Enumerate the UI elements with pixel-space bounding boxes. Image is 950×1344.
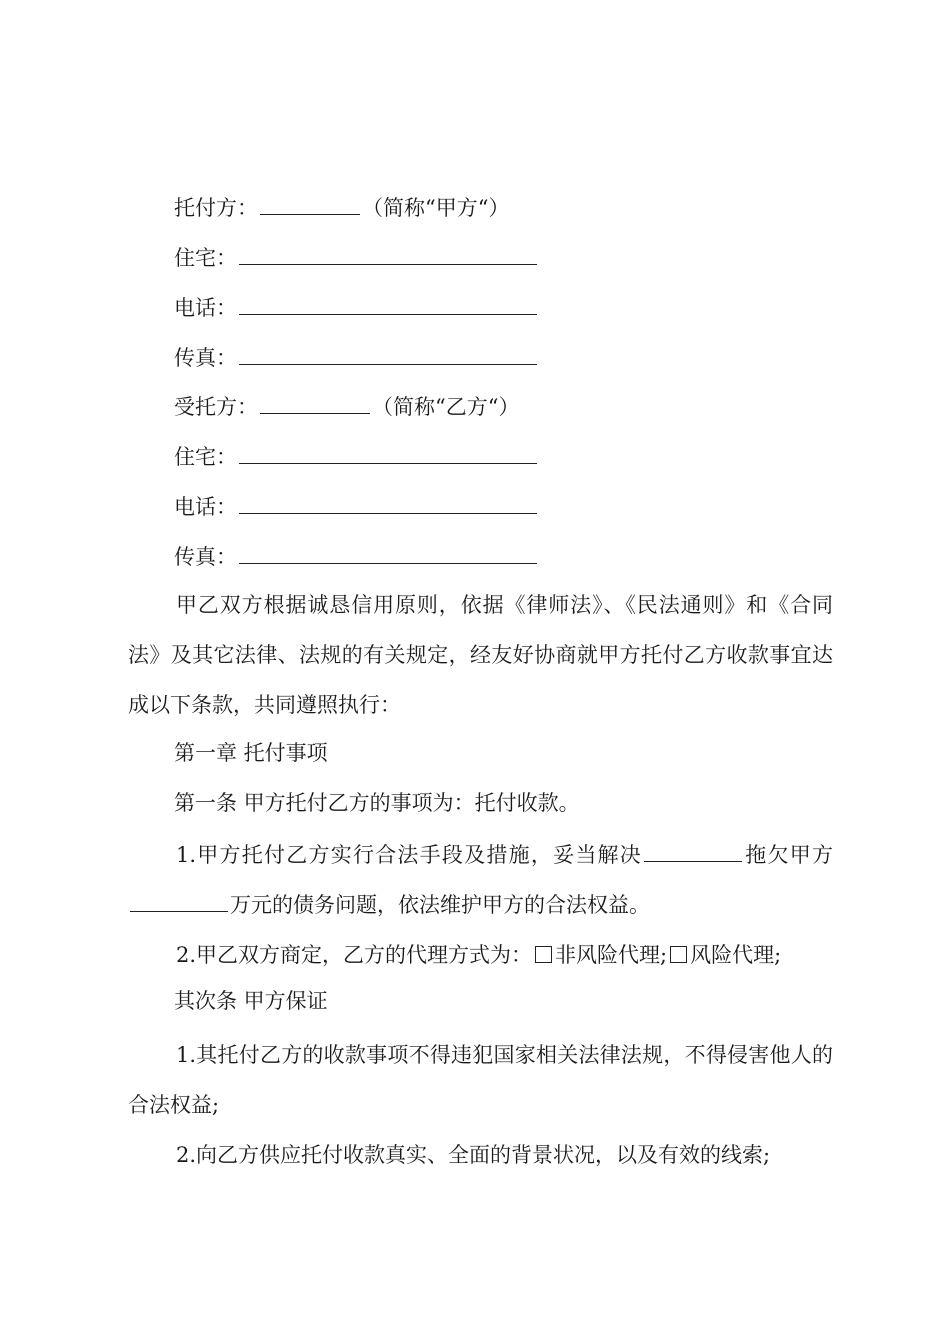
risk-agency-label: 风险代理;	[690, 943, 782, 967]
party-a-name-blank[interactable]	[260, 194, 360, 215]
party-b-name-blank[interactable]	[260, 393, 370, 414]
party-b-fax-line	[174, 542, 539, 572]
party-a-phone-label: 电话：	[174, 296, 237, 320]
item-1-1-paragraph	[128, 830, 833, 930]
item-2-1-paragraph: 1.其托付乙方的收款事项不得违犯国家相关法律法规，不得侵害他人的合法权益;	[128, 1043, 833, 1117]
item-1-1-text-b: 拖欠甲方	[744, 843, 833, 867]
item-1-2-paragraph	[128, 930, 833, 980]
item-1-1-text-a: 1.甲方托付乙方实行合法手段及措施，妥当解决	[176, 843, 643, 867]
party-b-residence-blank[interactable]	[239, 443, 537, 464]
item-1-2-text: 2.甲乙双方商定，乙方的代理方式为：	[176, 943, 533, 967]
party-a-suffix: （简称“甲方“）	[362, 196, 510, 220]
debtor-blank[interactable]	[644, 841, 742, 862]
party-a-fax-label: 传真：	[174, 346, 237, 370]
amount-blank[interactable]	[130, 891, 228, 912]
party-b-phone-line	[174, 492, 539, 522]
party-a-line	[174, 193, 509, 223]
party-b-residence-line	[174, 442, 539, 472]
risk-agency-checkbox[interactable]	[670, 946, 687, 963]
party-b-line	[174, 392, 519, 422]
article-1-title: 第一条 甲方托付乙方的事项为：托付收款。	[174, 791, 580, 815]
chapter-1-title: 第一章 托付事项	[174, 741, 328, 765]
party-a-label: 托付方：	[174, 196, 258, 220]
party-a-fax-blank[interactable]	[239, 344, 537, 365]
party-a-residence-line	[174, 243, 539, 273]
party-a-fax-line	[174, 343, 539, 373]
party-b-fax-blank[interactable]	[239, 543, 537, 564]
preamble-paragraph: 甲乙双方根据诚恳信用原则，依据《律师法》、《民法通则》和《合同法》及其它法律、法规的有关规定，经友好协商就甲方托付乙方收款事宜达成以下条款，共同遵照执行：	[128, 593, 833, 717]
item-1-1-text-c: 万元的债务问题，依法维护甲方的合法权益。	[230, 893, 650, 917]
party-b-phone-label: 电话：	[174, 495, 237, 519]
party-b-suffix: （简称“乙方“）	[372, 395, 520, 419]
item-2-2-paragraph: 2.向乙方供应托付收款真实、全面的背景状况，以及有效的线索;	[176, 1143, 771, 1167]
article-2-title: 其次条 甲方保证	[174, 989, 328, 1013]
non-risk-agency-label: 非风险代理;	[555, 943, 668, 967]
party-a-residence-label: 住宅：	[174, 246, 237, 270]
party-b-label: 受托方：	[174, 395, 258, 419]
party-a-phone-blank[interactable]	[239, 294, 537, 315]
party-a-phone-line	[174, 293, 539, 323]
party-b-phone-blank[interactable]	[239, 493, 537, 514]
party-a-residence-blank[interactable]	[239, 244, 537, 265]
party-b-residence-label: 住宅：	[174, 445, 237, 469]
non-risk-agency-checkbox[interactable]	[535, 946, 552, 963]
party-b-fax-label: 传真：	[174, 545, 237, 569]
